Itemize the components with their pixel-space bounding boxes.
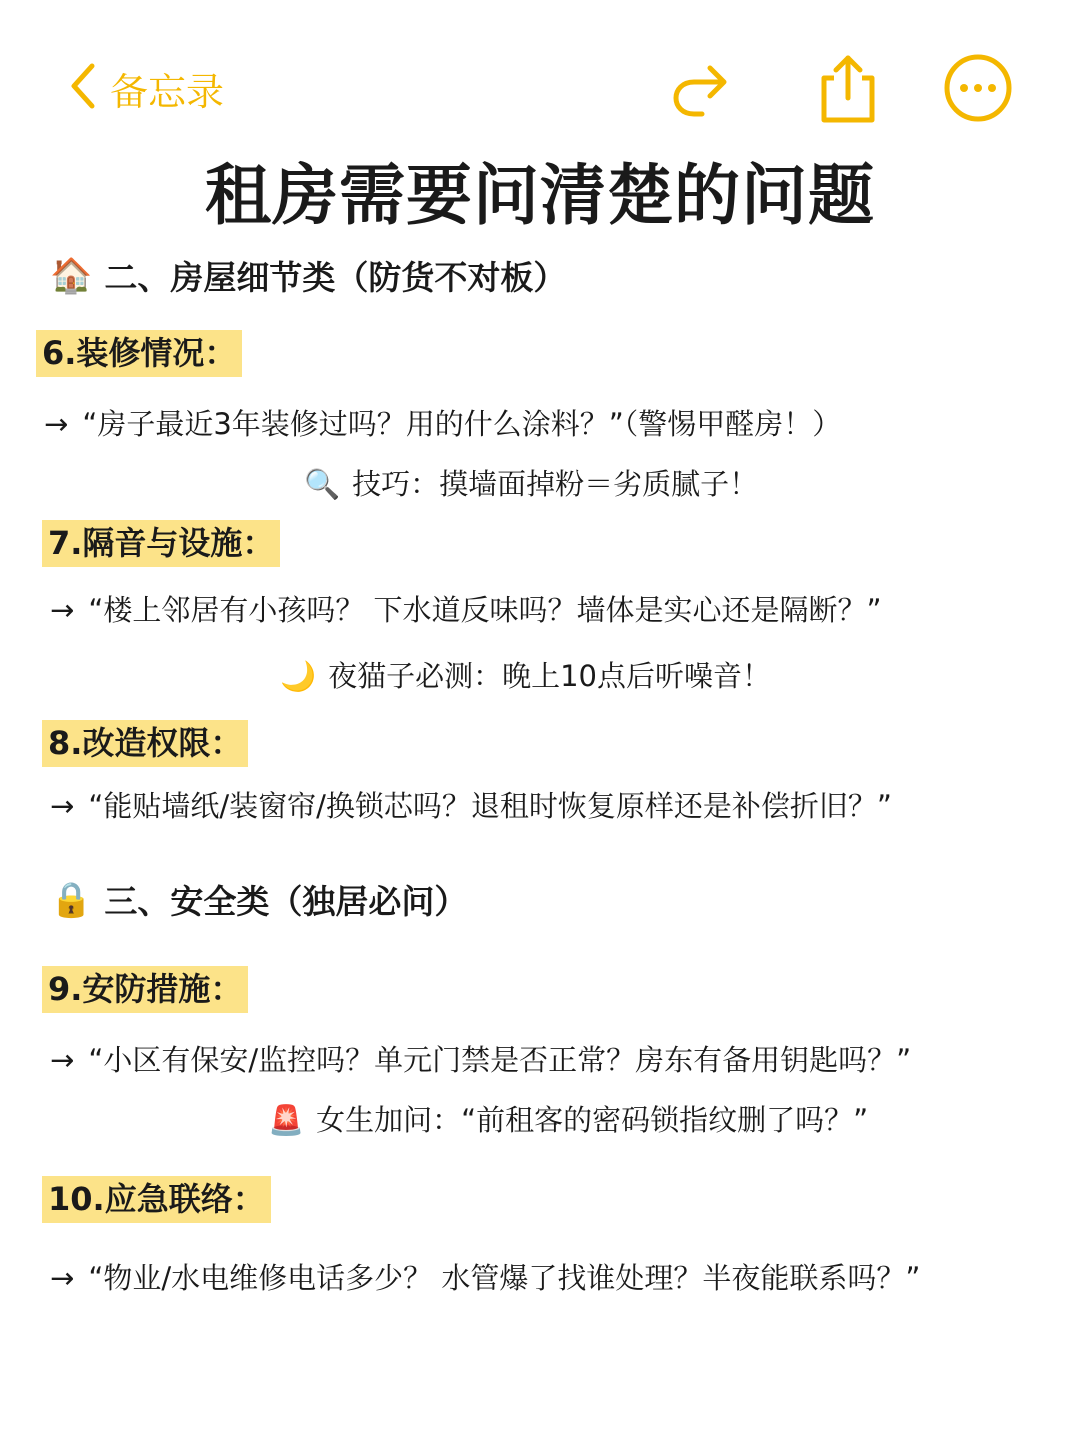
redo-icon (666, 109, 738, 128)
top-toolbar (0, 0, 1080, 140)
question-text (50, 1258, 920, 1298)
question-text (44, 404, 841, 444)
question-text (50, 786, 892, 826)
section-heading: 三、安全类（独居必问） (104, 882, 468, 921)
arrow-icon: → (44, 407, 69, 441)
magnifier-icon: 🔍 (304, 467, 341, 501)
moon-icon: 🌙 (280, 659, 317, 693)
tip-line (304, 464, 758, 504)
question-text (50, 590, 882, 630)
section-heading: 二、房屋细节类（防货不对板） (104, 258, 567, 297)
question-label: 8.改造权限： (42, 720, 248, 767)
arrow-icon: → (50, 1043, 75, 1077)
back-label: 备忘录 (110, 69, 225, 114)
tip-line (268, 1100, 868, 1140)
question-label: 10.应急联络： (42, 1176, 271, 1223)
question-body: “小区有保安/监控吗？单元门禁是否正常？房东有备用钥匙吗？” (88, 1043, 912, 1077)
question-body: “楼上邻居有小孩吗？ 下水道反味吗？墙体是实心还是隔断？” (88, 593, 882, 627)
arrow-icon: → (50, 593, 75, 627)
question-body: “房子最近3年装修过吗？用的什么涂料？”（警惕甲醛房！） (82, 407, 842, 441)
question-text (50, 1040, 911, 1080)
more-icon (942, 109, 1014, 128)
question-label: 7.隔音与设施： (42, 520, 280, 567)
section-house-details (50, 252, 566, 299)
tip-text: 夜猫子必测：晚上10点后听噪音！ (328, 659, 772, 693)
question-label: 6.装修情况： (36, 330, 242, 377)
arrow-icon: → (50, 789, 75, 823)
note-title: 租房需要问清楚的问题 (205, 157, 875, 234)
chevron-left-icon (66, 62, 100, 114)
tip-line (280, 656, 771, 696)
house-icon: 🏠 (50, 255, 93, 296)
share-icon (812, 109, 884, 128)
question-body: “能贴墙纸/装窗帘/换锁芯吗？退租时恢复原样还是补偿折旧？” (88, 789, 892, 823)
share-button[interactable] (812, 52, 884, 124)
section-safety (50, 876, 467, 923)
redo-button[interactable] (666, 52, 738, 124)
question-label: 9.安防措施： (42, 966, 248, 1013)
arrow-icon: → (50, 1261, 75, 1295)
question-body: “物业/水电维修电话多少？ 水管爆了找谁处理？半夜能联系吗？” (88, 1261, 921, 1295)
more-button[interactable] (942, 52, 1014, 124)
lock-icon: 🔒 (50, 879, 93, 920)
tip-text: 技巧：摸墙面掉粉＝劣质腻子！ (352, 467, 759, 501)
tip-text: 女生加问：“前租客的密码锁指纹删了吗？” (316, 1103, 869, 1137)
back-button[interactable] (66, 60, 224, 116)
siren-icon: 🚨 (268, 1103, 305, 1137)
